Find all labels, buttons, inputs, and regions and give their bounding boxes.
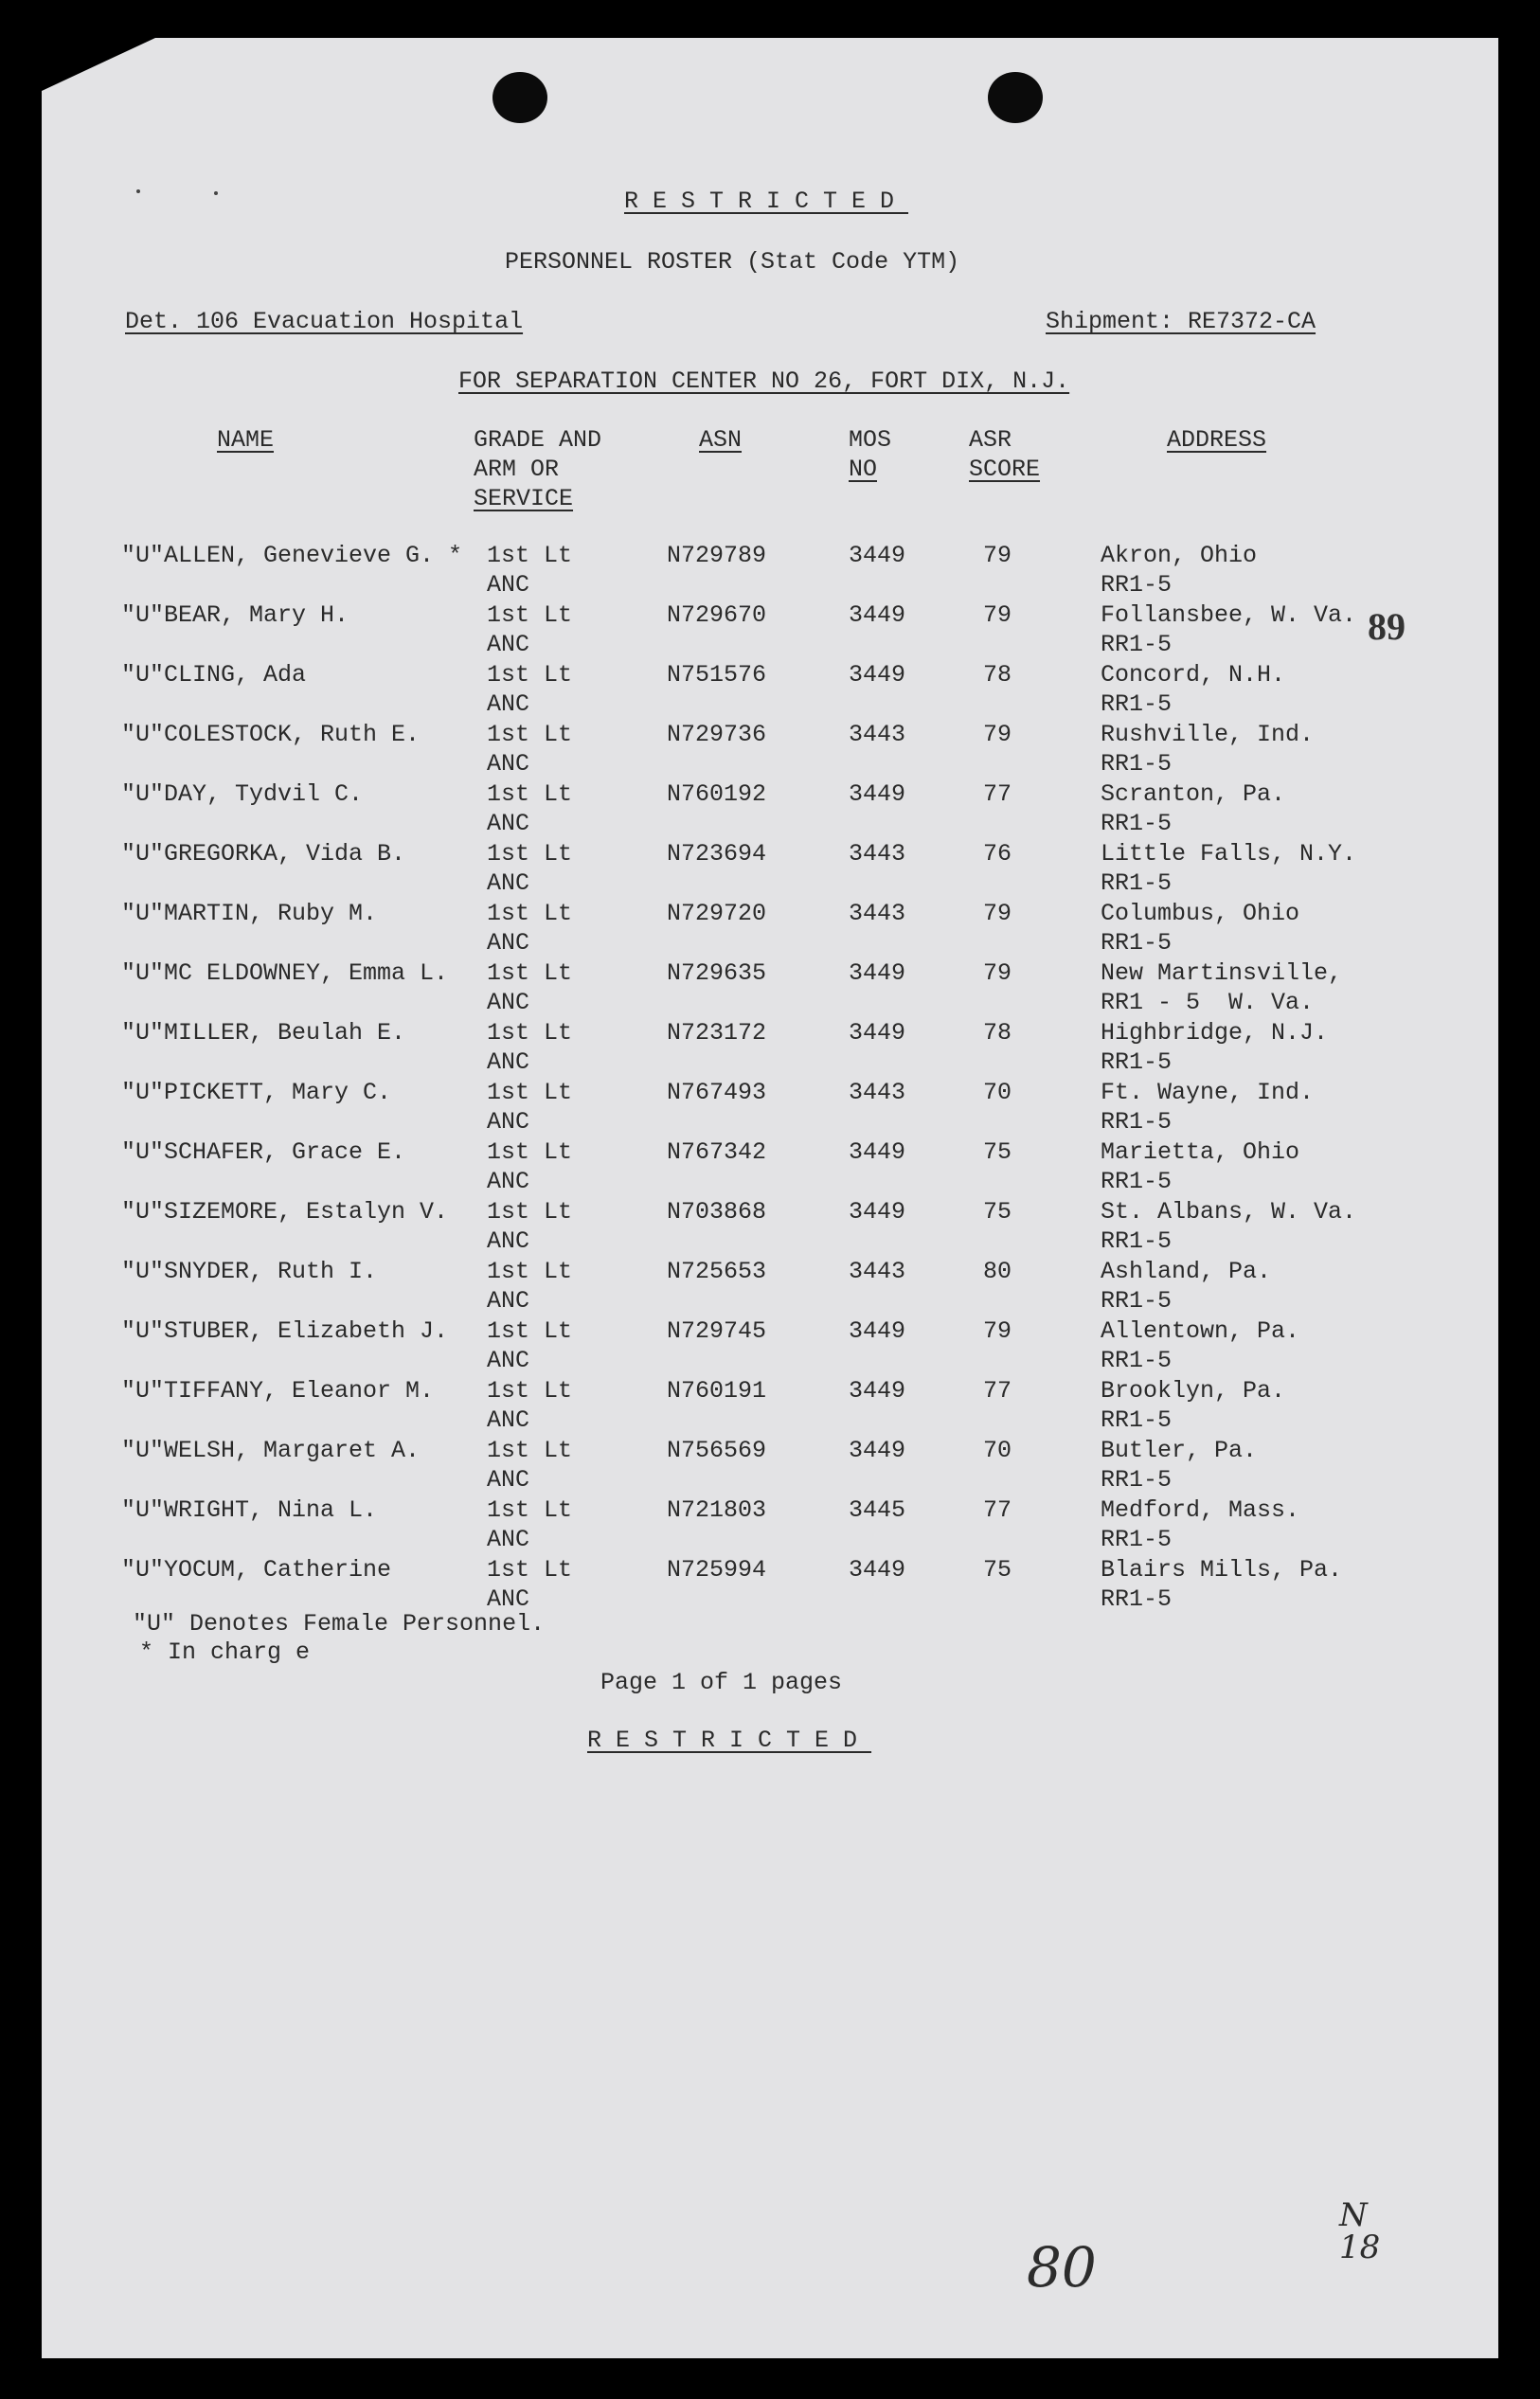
cell-grade: 1st Lt: [487, 1437, 573, 1464]
handwritten-number: 80: [1027, 2235, 1097, 2300]
cell-address-line-1: Scranton, Pa.: [1101, 780, 1286, 808]
handwritten-corner-mark: N 18: [1339, 2196, 1381, 2266]
cell-grade: 1st Lt: [487, 1079, 573, 1106]
cell-address-line-2: RR1-5: [1101, 1466, 1173, 1494]
cell-asn: N760191: [667, 1377, 767, 1405]
table-row: [42, 1138, 1498, 1198]
cell-address-line-2: RR1-5: [1101, 1287, 1173, 1315]
unit-name: Det. 106 Evacuation Hospital: [125, 308, 524, 335]
cell-arm: ANC: [487, 1048, 530, 1076]
classification-top: RESTRICTED: [624, 188, 909, 215]
cell-address-line-1: Akron, Ohio: [1101, 542, 1258, 569]
cell-score: 79: [983, 1317, 1012, 1345]
cell-arm: ANC: [487, 989, 530, 1016]
cell-arm: ANC: [487, 1466, 530, 1494]
folded-corner: [42, 38, 155, 91]
cell-address-line-2: RR1-5: [1101, 631, 1173, 658]
cell-address-line-1: Little Falls, N.Y.: [1101, 840, 1357, 868]
cell-arm: ANC: [487, 631, 530, 658]
cell-mos: 3445: [849, 1496, 906, 1524]
cell-address-line-1: St. Albans, W. Va.: [1101, 1198, 1357, 1226]
cell-name: "U"MC ELDOWNEY, Emma L.: [121, 959, 449, 987]
cell-asn: N760192: [667, 780, 767, 808]
cell-grade: 1st Lt: [487, 1556, 573, 1584]
punch-hole-right: [988, 72, 1043, 123]
cell-address-line-1: Medford, Mass.: [1101, 1496, 1300, 1524]
cell-arm: ANC: [487, 1287, 530, 1315]
cell-grade: 1st Lt: [487, 601, 573, 629]
cell-asn: N725653: [667, 1258, 767, 1285]
cell-asn: N721803: [667, 1496, 767, 1524]
cell-asn: N723172: [667, 1019, 767, 1047]
cell-asn: N767342: [667, 1138, 767, 1166]
cell-name: "U"DAY, Tydvil C.: [121, 780, 364, 808]
cell-address-line-2: RR1 - 5 W. Va.: [1101, 989, 1315, 1016]
cell-name: "U"SCHAFER, Grace E.: [121, 1138, 406, 1166]
cell-address-line-1: Marietta, Ohio: [1101, 1138, 1300, 1166]
cell-name: "U"WELSH, Margaret A.: [121, 1437, 421, 1464]
cell-asn: N725994: [667, 1556, 767, 1584]
cell-mos: 3443: [849, 721, 906, 748]
cell-grade: 1st Lt: [487, 542, 573, 569]
cell-score: 79: [983, 900, 1012, 927]
table-row: [42, 1496, 1498, 1556]
cell-arm: ANC: [487, 929, 530, 957]
cell-arm: ANC: [487, 869, 530, 897]
cell-score: 79: [983, 721, 1012, 748]
cell-mos: 3449: [849, 780, 906, 808]
col-header-address: ADDRESS: [1167, 426, 1267, 454]
cell-name: "U"COLESTOCK, Ruth E.: [121, 721, 421, 748]
cell-mos: 3449: [849, 1019, 906, 1047]
cell-name: "U"YOCUM, Catherine: [121, 1556, 392, 1584]
cell-asn: N729670: [667, 601, 767, 629]
cell-score: 80: [983, 1258, 1012, 1285]
cell-score: 78: [983, 1019, 1012, 1047]
shipment-number: Shipment: RE7372-CA: [1046, 308, 1316, 335]
col-header-asr-1: ASR: [969, 426, 1012, 454]
cell-mos: 3443: [849, 1258, 906, 1285]
cell-asn: N703868: [667, 1198, 767, 1226]
cell-mos: 3449: [849, 542, 906, 569]
cell-address-line-2: RR1-5: [1101, 571, 1173, 599]
cell-mos: 3443: [849, 900, 906, 927]
cell-grade: 1st Lt: [487, 959, 573, 987]
table-row: [42, 1198, 1498, 1258]
col-header-asn: ASN: [699, 426, 743, 454]
cell-asn: N729720: [667, 900, 767, 927]
table-row: [42, 1317, 1498, 1377]
cell-address-line-1: Brooklyn, Pa.: [1101, 1377, 1286, 1405]
cell-asn: N729736: [667, 721, 767, 748]
table-row: [42, 661, 1498, 721]
cell-score: 70: [983, 1079, 1012, 1106]
cell-address-line-2: RR1-5: [1101, 869, 1173, 897]
cell-mos: 3449: [849, 1556, 906, 1584]
cell-mos: 3449: [849, 1198, 906, 1226]
speck: [214, 191, 218, 195]
cell-name: "U"CLING, Ada: [121, 661, 307, 689]
cell-score: 75: [983, 1556, 1012, 1584]
cell-mos: 3449: [849, 661, 906, 689]
cell-score: 76: [983, 840, 1012, 868]
cell-grade: 1st Lt: [487, 1377, 573, 1405]
cell-address-line-2: RR1-5: [1101, 690, 1173, 718]
cell-score: 75: [983, 1138, 1012, 1166]
roster-title: PERSONNEL ROSTER (Stat Code YTM): [505, 248, 960, 276]
col-header-grade-3: SERVICE: [474, 485, 574, 512]
cell-score: 77: [983, 1377, 1012, 1405]
cell-arm: ANC: [487, 1347, 530, 1374]
cell-asn: N729635: [667, 959, 767, 987]
cell-name: "U"PICKETT, Mary C.: [121, 1079, 392, 1106]
cell-address-line-2: RR1-5: [1101, 1108, 1173, 1136]
cell-address-line-2: RR1-5: [1101, 1227, 1173, 1255]
cell-arm: ANC: [487, 1406, 530, 1434]
cell-asn: N723694: [667, 840, 767, 868]
cell-mos: 3443: [849, 840, 906, 868]
table-row: [42, 1437, 1498, 1496]
cell-name: "U"GREGORKA, Vida B.: [121, 840, 406, 868]
table-row: [42, 601, 1498, 661]
cell-arm: ANC: [487, 810, 530, 837]
cell-arm: ANC: [487, 690, 530, 718]
col-header-grade-1: GRADE AND: [474, 426, 602, 454]
cell-address-line-2: RR1-5: [1101, 750, 1173, 778]
cell-address-line-1: Highbridge, N.J.: [1101, 1019, 1329, 1047]
cell-grade: 1st Lt: [487, 1198, 573, 1226]
col-header-mos-2: NO: [849, 456, 878, 483]
cell-score: 78: [983, 661, 1012, 689]
cell-asn: N729745: [667, 1317, 767, 1345]
cell-address-line-2: RR1-5: [1101, 1526, 1173, 1553]
cell-arm: ANC: [487, 571, 530, 599]
cell-score: 79: [983, 542, 1012, 569]
classification-bottom: RESTRICTED: [587, 1727, 872, 1754]
punch-hole-left: [492, 72, 547, 123]
cell-address-line-1: New Martinsville,: [1101, 959, 1343, 987]
cell-address-line-2: RR1-5: [1101, 810, 1173, 837]
table-row: [42, 1556, 1498, 1616]
table-row: [42, 780, 1498, 840]
cell-name: "U"SIZEMORE, Estalyn V.: [121, 1198, 449, 1226]
cell-address-line-1: Allentown, Pa.: [1101, 1317, 1300, 1345]
cell-address-line-1: Ft. Wayne, Ind.: [1101, 1079, 1315, 1106]
cell-address-line-1: Blairs Mills, Pa.: [1101, 1556, 1343, 1584]
cell-address-line-1: Rushville, Ind.: [1101, 721, 1315, 748]
cell-address-line-2: RR1-5: [1101, 1406, 1173, 1434]
note-in-charge: * In charg e: [139, 1638, 311, 1666]
cell-mos: 3449: [849, 601, 906, 629]
cell-asn: N767493: [667, 1079, 767, 1106]
cell-grade: 1st Lt: [487, 780, 573, 808]
table-row: [42, 1079, 1498, 1138]
cell-arm: ANC: [487, 750, 530, 778]
cell-name: "U"MARTIN, Ruby M.: [121, 900, 378, 927]
stamped-page-number: 89: [1368, 605, 1406, 648]
cell-grade: 1st Lt: [487, 840, 573, 868]
cell-name: "U"BEAR, Mary H.: [121, 601, 349, 629]
cell-grade: 1st Lt: [487, 1138, 573, 1166]
cell-score: 79: [983, 601, 1012, 629]
cell-grade: 1st Lt: [487, 1258, 573, 1285]
cell-grade: 1st Lt: [487, 1496, 573, 1524]
cell-arm: ANC: [487, 1108, 530, 1136]
cell-address-line-1: Columbus, Ohio: [1101, 900, 1300, 927]
cell-asn: N756569: [667, 1437, 767, 1464]
table-row: [42, 900, 1498, 959]
cell-score: 79: [983, 959, 1012, 987]
cell-name: "U"WRIGHT, Nina L.: [121, 1496, 378, 1524]
cell-grade: 1st Lt: [487, 1317, 573, 1345]
note-female-personnel: "U" Denotes Female Personnel.: [133, 1610, 546, 1638]
cell-address-line-2: RR1-5: [1101, 1347, 1173, 1374]
table-row: [42, 1019, 1498, 1079]
col-header-mos-1: MOS: [849, 426, 892, 454]
cell-address-line-2: RR1-5: [1101, 929, 1173, 957]
col-header-grade-2: ARM OR: [474, 456, 560, 483]
destination: FOR SEPARATION CENTER NO 26, FORT DIX, N.J.: [458, 367, 1070, 395]
cell-name: "U"MILLER, Beulah E.: [121, 1019, 406, 1047]
cell-grade: 1st Lt: [487, 900, 573, 927]
cell-score: 77: [983, 780, 1012, 808]
cell-arm: ANC: [487, 1526, 530, 1553]
cell-score: 77: [983, 1496, 1012, 1524]
cell-grade: 1st Lt: [487, 661, 573, 689]
col-header-asr-2: SCORE: [969, 456, 1041, 483]
cell-mos: 3443: [849, 1079, 906, 1106]
table-row: [42, 840, 1498, 900]
cell-arm: ANC: [487, 1227, 530, 1255]
table-row: [42, 959, 1498, 1019]
cell-score: 70: [983, 1437, 1012, 1464]
cell-score: 75: [983, 1198, 1012, 1226]
cell-address-line-1: Butler, Pa.: [1101, 1437, 1258, 1464]
col-header-name: NAME: [217, 426, 275, 454]
cell-grade: 1st Lt: [487, 1019, 573, 1047]
cell-mos: 3449: [849, 1437, 906, 1464]
cell-name: "U"ALLEN, Genevieve G. *: [121, 542, 463, 569]
table-row: [42, 542, 1498, 601]
cell-mos: 3449: [849, 1317, 906, 1345]
cell-asn: N729789: [667, 542, 767, 569]
cell-name: "U"SNYDER, Ruth I.: [121, 1258, 378, 1285]
cell-arm: ANC: [487, 1585, 530, 1613]
table-row: [42, 1377, 1498, 1437]
table-row: [42, 721, 1498, 780]
cell-address-line-1: Follansbee, W. Va.: [1101, 601, 1357, 629]
cell-address-line-1: Ashland, Pa.: [1101, 1258, 1272, 1285]
cell-address-line-2: RR1-5: [1101, 1585, 1173, 1613]
cell-address-line-1: Concord, N.H.: [1101, 661, 1286, 689]
cell-name: "U"STUBER, Elizabeth J.: [121, 1317, 449, 1345]
cell-address-line-2: RR1-5: [1101, 1048, 1173, 1076]
cell-address-line-2: RR1-5: [1101, 1168, 1173, 1195]
cell-mos: 3449: [849, 1377, 906, 1405]
cell-asn: N751576: [667, 661, 767, 689]
cell-grade: 1st Lt: [487, 721, 573, 748]
document-page: [42, 38, 1498, 2358]
cell-mos: 3449: [849, 1138, 906, 1166]
page-info: Page 1 of 1 pages: [600, 1669, 843, 1696]
cell-arm: ANC: [487, 1168, 530, 1195]
cell-mos: 3449: [849, 959, 906, 987]
speck: [136, 189, 140, 193]
table-row: [42, 1258, 1498, 1317]
cell-name: "U"TIFFANY, Eleanor M.: [121, 1377, 435, 1405]
